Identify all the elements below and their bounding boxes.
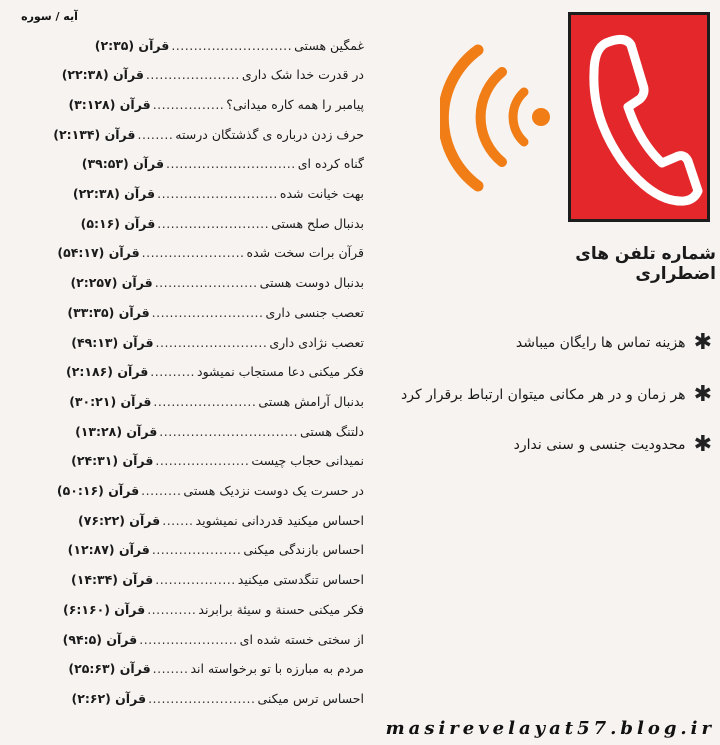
situation-text: در حسرت یک دوست نزدیک هستی (183, 483, 364, 498)
leader-dots: ............................. (166, 156, 296, 172)
leader-dots: ..................... (145, 67, 240, 83)
bullet-no-limit (514, 432, 712, 457)
list-item (4, 450, 364, 472)
leader-dots: ..................... (155, 453, 250, 469)
situation-text: دلتنگ هستی (299, 423, 364, 439)
verse-reference: قرآن (۲۵:۶۳) (68, 661, 151, 677)
leader-dots: ....................... (153, 393, 257, 409)
verse-reference: قرآن (۷۶:۲۲) (77, 512, 161, 528)
list-item (4, 569, 364, 591)
situation-text: احساس ترس میکنی (257, 690, 364, 706)
signal-waves-icon (440, 40, 555, 200)
verse-reference: قرآن (۲:۱۸۶) (66, 364, 149, 380)
situation-text: بدنبال دوست هستی (259, 275, 364, 291)
verse-reference: قرآن (۳۳:۳۵) (67, 304, 150, 320)
verse-reference: قرآن (۵:۱۶) (80, 215, 156, 231)
leader-dots: .................. (155, 572, 236, 588)
leader-dots: ......................... (155, 334, 268, 350)
verse-reference: قرآن (۱۳:۲۸) (75, 423, 158, 439)
verse-reference: قرآن (۲:۳۵) (94, 37, 170, 53)
list-item (4, 361, 364, 383)
verse-list (0, 6, 370, 721)
leader-dots: ........................ (148, 690, 256, 706)
emergency-title: شماره تلفن های اضطراری (575, 244, 716, 284)
situation-text: گناه کرده ای (297, 156, 364, 172)
leader-dots: ......................... (157, 215, 270, 231)
list-item (4, 658, 364, 680)
situation-text: حرف زدن درباره ی گذشتگان درسته (175, 126, 364, 142)
leader-dots: ................ (152, 96, 225, 112)
list-item (4, 272, 364, 294)
verse-reference: قرآن (۲:۶۲) (71, 690, 147, 706)
verse-reference: قرآن (۲:۱۳۴) (53, 126, 136, 142)
verse-reference: قرآن (۵۴:۱۷) (57, 245, 140, 261)
situation-text: احساس تنگدستی میکنید (237, 572, 364, 588)
list-item (4, 390, 364, 412)
verse-reference: قرآن (۳:۱۲۸) (68, 96, 151, 112)
leader-dots: ........................... (157, 186, 278, 201)
leader-dots: .......... (150, 364, 196, 380)
leader-dots: ......................... (151, 304, 264, 320)
leader-dots: ........................... (171, 37, 293, 53)
list-header: آیه / سوره (21, 10, 78, 23)
situation-text: از سختی خسته شده ای (239, 631, 364, 647)
verse-reference: قرآن (۲۴:۳۱) (71, 453, 154, 469)
situation-text: فکر میکنی دعا مستجاب نمیشود (197, 364, 364, 380)
verse-reference: قرآن (۳۰:۲۱) (69, 393, 152, 409)
leader-dots: ...................... (139, 631, 238, 647)
situation-text: بدنبال صلح هستی (271, 215, 364, 231)
leader-dots: ............................... (159, 423, 298, 439)
verse-reference: قرآن (۳۹:۵۳) (81, 156, 165, 172)
leader-dots: ......... (141, 483, 182, 498)
situation-text: فکر میکنی حسنة و سیئة برابرند (198, 601, 364, 617)
leader-dots: ....................... (154, 275, 258, 291)
list-item (4, 64, 364, 86)
situation-text: مردم به مبارزه با تو برخواسته اند (190, 661, 364, 677)
list-item (4, 420, 364, 442)
list-item (4, 331, 364, 353)
situation-text: احساس میکنید قدردانی نمیشوید (195, 512, 364, 528)
verse-reference: قرآن (۱۴:۳۴) (71, 572, 154, 588)
bullet-text: هزینه تماس ها رایگان میباشد (515, 334, 686, 351)
leader-dots: .................... (151, 542, 242, 558)
situation-text: غمگین هستی (294, 37, 364, 53)
bullet-anytime (401, 382, 712, 407)
verse-reference: قرآن (۱۲:۸۷) (67, 542, 150, 558)
bullet-text: هر زمان و در هر مکانی میتوان ارتباط برقرار کرد (401, 386, 686, 403)
verse-reference: قرآن (۹۴:۵) (62, 631, 138, 647)
list-item (4, 598, 364, 620)
verse-reference: قرآن (۲۲:۳۸) (72, 186, 156, 201)
list-item (4, 93, 364, 115)
verse-reference: قرآن (۲۲:۳۸) (61, 67, 144, 83)
verse-reference: قرآن (۶:۱۶۰) (62, 601, 146, 617)
situation-text: احساس بازندگی میکنی (243, 542, 364, 558)
verse-reference: قرآن (۴۹:۱۳) (71, 334, 154, 350)
list-item (4, 123, 364, 145)
list-item (4, 212, 364, 234)
bullet-free (516, 330, 712, 355)
situation-text: تعصب جنسی داری (265, 304, 364, 320)
list-item (4, 539, 364, 561)
asterisk-icon: ✱ (693, 330, 712, 355)
phone-box (568, 12, 710, 222)
list-item (4, 687, 364, 709)
leader-dots: ........ (152, 661, 189, 677)
leader-dots: ....... (162, 512, 194, 528)
leader-dots: ....................... (141, 245, 245, 261)
list-item (4, 183, 364, 205)
phone-handset-icon (571, 15, 707, 219)
list-item (4, 242, 364, 264)
situation-text: تعصب نژادی داری (269, 334, 364, 350)
situation-text: پیامبر را همه کاره میدانی؟ (226, 96, 364, 112)
leader-dots: ........ (137, 126, 174, 142)
list-item (4, 509, 364, 531)
situation-text: بدنبال آرامش هستی (258, 393, 364, 409)
list-item (4, 301, 364, 323)
list-item (4, 34, 364, 56)
asterisk-icon: ✱ (693, 382, 712, 407)
leader-dots: ........... (147, 601, 197, 617)
situation-text: قرآن برات سخت شده (246, 245, 364, 261)
verse-reference: قرآن (۵۰:۱۶) (56, 483, 140, 498)
situation-text: نمیدانی حجاب چیست (251, 453, 364, 469)
situation-text: در قدرت خدا شک داری (241, 67, 364, 83)
bullet-text: محدودیت جنسی و سنی ندارد (513, 436, 686, 453)
watermark-text: masirevelayat57.blog.ir (385, 718, 715, 739)
asterisk-icon: ✱ (693, 432, 712, 457)
list-item (4, 628, 364, 650)
list-item (4, 153, 364, 175)
verse-reference: قرآن (۲:۲۵۷) (70, 275, 153, 291)
situation-text: بهت خیانت شده (279, 186, 364, 201)
list-item (4, 480, 364, 502)
